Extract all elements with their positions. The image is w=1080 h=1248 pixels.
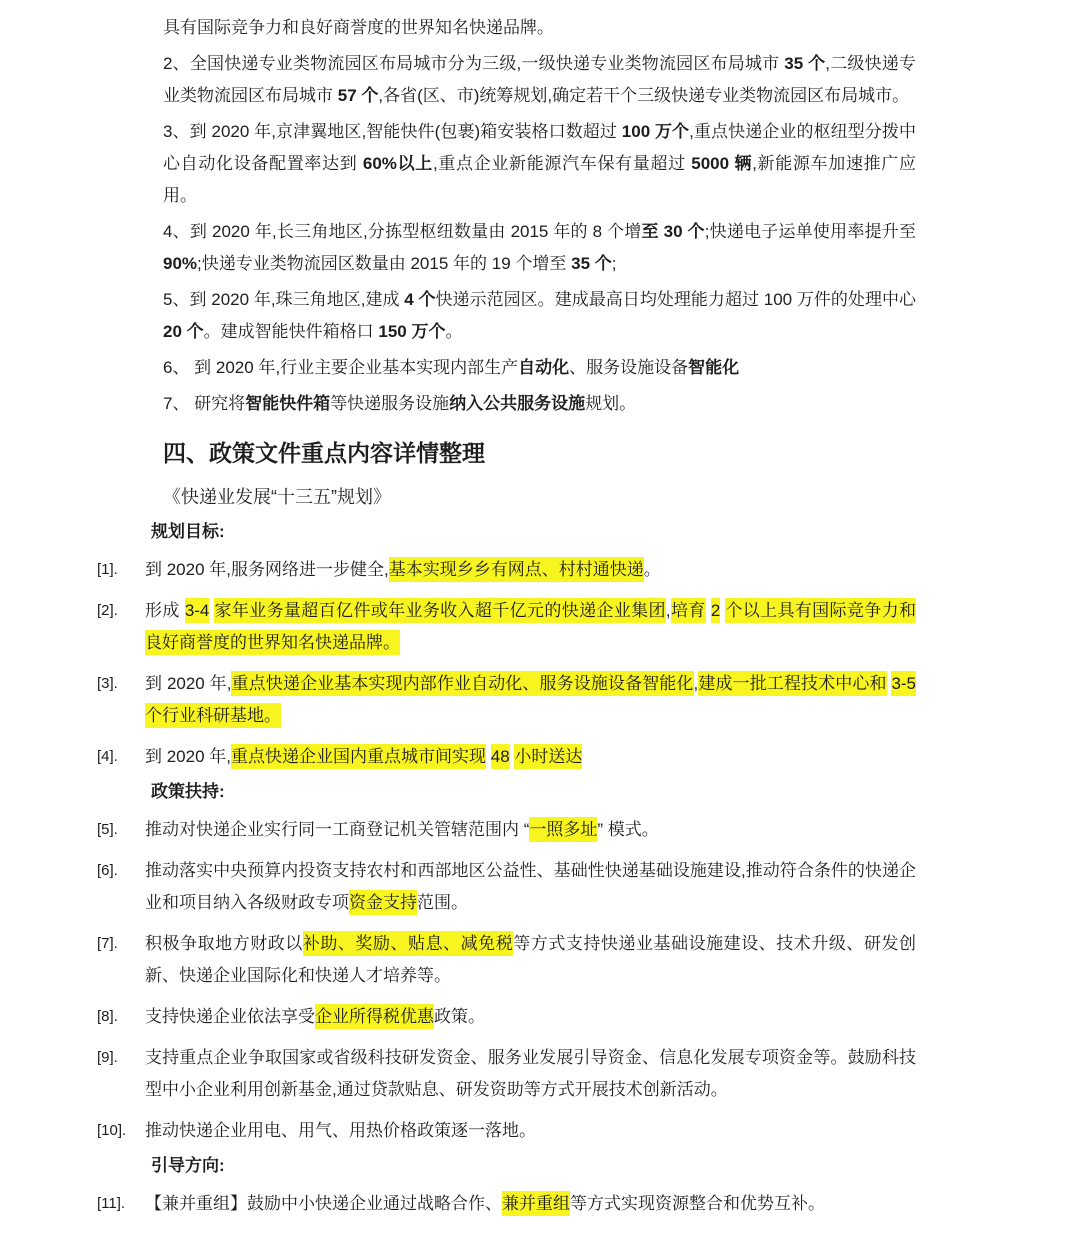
highlighted-text: 基本实现乡乡有网点、村村通快递 (389, 557, 644, 582)
bold-text: 100 万个 (621, 122, 690, 141)
list-item-marker: [3]. (97, 675, 118, 692)
text-run: 等快递服务设施 (330, 394, 450, 413)
numbered-item-7 (163, 388, 916, 420)
list-item-text (145, 741, 916, 773)
text-run: 范围。 (417, 893, 468, 912)
text-run: ;快递电子运单使用率提升至 (704, 222, 921, 241)
text-run (916, 674, 921, 693)
highlighted-text: 企业所得税优惠 (315, 1004, 434, 1029)
list-item-text (145, 1042, 916, 1106)
bold-text: 60%以上 (362, 154, 433, 173)
text-run: 支持快递企业依法享受 (145, 1007, 315, 1026)
list-item (97, 595, 916, 659)
text-run: ” 模式。 (597, 820, 659, 839)
text-run: 。 (643, 560, 661, 579)
bold-text: 20 个 (163, 322, 204, 341)
text-run: , (665, 601, 671, 620)
highlighted-text: 个行业科研基地。 (145, 703, 281, 728)
text-run: 到 2020 年, (145, 747, 231, 766)
numbered-item-6 (163, 352, 916, 384)
list-item (97, 554, 916, 586)
bold-text: 自动化 (518, 358, 570, 377)
highlighted-text: 建成一批工程技术中心和 (698, 671, 886, 696)
section-label-guidance-direction: 引导方向: (151, 1156, 225, 1175)
text-run: ,二级快递专业类物流园区布局城市 (163, 54, 916, 105)
list-item (97, 668, 916, 732)
bold-text: 至 30 个 (641, 222, 705, 241)
bold-text: 5000 辆 (691, 154, 753, 173)
highlighted-text: 2 (711, 598, 720, 623)
list-item-text (145, 668, 916, 732)
text-run: 3、到 2020 年,京津翼地区,智能快件(包裹)箱安装格口数超过 (163, 122, 622, 141)
list-item-text (145, 1115, 916, 1147)
text-run: 4、到 2020 年,长三角地区,分拣型枢纽数量由 2015 年的 8 个增 (163, 222, 642, 241)
text-run: 支持重点企业争取国家或省级科技研发资金、服务业发展引导资金、信息化发展专项资金等。鼓励科技型中小企业利用创新基金,通过贷款贴息、研发资助等方式开展技术创新活动。 (145, 1048, 916, 1099)
text-run: 【兼并重组】鼓励中小快递企业通过战略合作、 (145, 1194, 502, 1213)
text-run: 等方式支持快递业基础设施建设、技术升级、研发创新、快递企业国际化和快递人才培养等。 (145, 934, 917, 985)
text-run: ,新能源车加速推广应用。 (163, 154, 916, 205)
text-run: 规划。 (585, 394, 637, 413)
highlighted-text: 兼并重组 (502, 1191, 570, 1216)
list-item-marker: [10]. (97, 1122, 127, 1139)
list-item-marker: [11]. (97, 1195, 126, 1212)
bold-text: 纳入公共服务设施 (449, 394, 586, 413)
text-run: ,重点企业新能源汽车保有量超过 (432, 154, 692, 173)
list-item (97, 1001, 916, 1033)
text-run: , (693, 674, 699, 693)
text-run: 。 (445, 322, 463, 341)
list-item-marker: [2]. (97, 602, 118, 619)
list-item-marker: [9]. (97, 1049, 118, 1066)
text-run: 2、全国快递专业类物流园区布局城市分为三级,一级快递专业类物流园区布局城市 (163, 54, 785, 73)
highlighted-text: 个以上具有国际竞争力和良好商誉度的世界知名快递品牌。 (145, 598, 916, 655)
text-run: 推动快递企业用电、用气、用热价格政策逐一落地。 (145, 1121, 536, 1140)
text-run: ,重点快递企业的枢纽型分拨中心自动化设备配置率达到 (163, 122, 916, 173)
bold-text: 智能化 (688, 358, 740, 377)
list-item-marker: [8]. (97, 1008, 118, 1025)
highlighted-text: 补助、奖励、贴息、减免税 (303, 931, 513, 956)
list-item-text (145, 554, 916, 586)
highlighted-text: 培育 (671, 598, 706, 623)
list-item-text (145, 814, 916, 846)
text-run: ;快递专业类物流园区数量由 2015 年的 19 个增至 (197, 254, 572, 273)
bold-text: 4 个 (404, 290, 436, 309)
list-item-marker: [1]. (97, 561, 118, 578)
list-item (97, 1188, 916, 1220)
highlighted-text: 一照多址 (529, 817, 597, 842)
carryover-paragraph (163, 12, 916, 44)
list-item (97, 855, 916, 919)
highlighted-text: 重点快递企业基本实现内部作业自动化、服务设施设备智能化 (231, 671, 693, 696)
numbered-item-2 (163, 48, 916, 112)
text-run: ,各省(区、市)统筹规划,确定若干个三级快递专业类物流园区布局城市。 (378, 86, 910, 105)
list-item-marker: [7]. (97, 935, 118, 952)
bold-text: 57 个 (337, 86, 379, 105)
bold-text: 90% (163, 254, 198, 273)
numbered-item-5 (163, 284, 921, 348)
section-label-policy-support: 政策扶持: (151, 782, 225, 801)
text-run: 、服务设施设备 (569, 358, 689, 377)
text-run: 积极争取地方财政以 (145, 934, 303, 953)
text-run: 到 2020 年,服务网络进一步健全, (145, 560, 389, 579)
highlighted-text: 家年业务量超百亿件或年业务收入超千亿元的快递企业集团 (214, 598, 665, 623)
list-item-marker: [4]. (97, 748, 118, 765)
text-run: 7、 研究将 (163, 394, 246, 413)
highlighted-text: 48 (491, 744, 510, 769)
list-item (97, 1115, 916, 1147)
list-item-text (145, 928, 916, 992)
bold-text: 35 个 (571, 254, 612, 273)
text-run: 6、 到 2020 年,行业主要企业基本实现内部生产 (163, 358, 519, 377)
text-run: 推动对快递企业实行同一工商登记机关管辖范围内 “ (145, 820, 530, 839)
text-run: 形成 (145, 601, 185, 620)
section-label-planning-goals: 规划目标: (151, 522, 225, 541)
highlighted-text: 重点快递企业国内重点城市间实现 (231, 744, 486, 769)
text-run: 具有国际竞争力和良好商誉度的世界知名快递品牌。 (163, 18, 554, 37)
highlighted-text: 小时送达 (514, 744, 582, 769)
bold-text: 150 万个 (378, 322, 446, 341)
list-item-text (145, 1188, 916, 1220)
list-item-text (145, 1001, 916, 1033)
numbered-item-4 (163, 216, 921, 280)
bold-text: 35 个 (784, 54, 826, 73)
highlighted-text: 3-5 (891, 671, 916, 696)
text-run: 政策。 (434, 1007, 485, 1026)
list-item (97, 814, 916, 846)
list-item-marker: [5]. (97, 821, 118, 838)
list-item (97, 1042, 916, 1106)
text-run: 等方式实现资源整合和优势互补。 (570, 1194, 825, 1213)
highlighted-text: 资金支持 (349, 890, 417, 915)
highlighted-text: 3-4 (185, 598, 210, 623)
text-run: 。建成智能快件箱格口 (203, 322, 379, 341)
list-item-text (145, 855, 916, 919)
list-item (97, 928, 916, 992)
section-heading: 四、政策文件重点内容详情整理 (163, 440, 485, 466)
list-item (97, 741, 916, 773)
text-run: 推动落实中央预算内投资支持农村和西部地区公益性、基础性快递基础设施建设,推动符合条件的快递企业和项目纳入各级财政专项 (145, 861, 916, 912)
numbered-item-3 (163, 116, 916, 212)
text-run: 到 2020 年, (145, 674, 232, 693)
list-item-marker: [6]. (97, 862, 118, 879)
text-run: ; (611, 254, 617, 273)
text-run: 5、到 2020 年,珠三角地区,建成 (163, 290, 405, 309)
list-item-text (145, 595, 916, 659)
text-run: 快递示范园区。建成最高日均处理能力超过 100 万件的处理中心 (435, 290, 921, 309)
document-title: 《快递业发展“十三五”规划》 (163, 487, 391, 507)
bold-text: 智能快件箱 (245, 394, 331, 413)
